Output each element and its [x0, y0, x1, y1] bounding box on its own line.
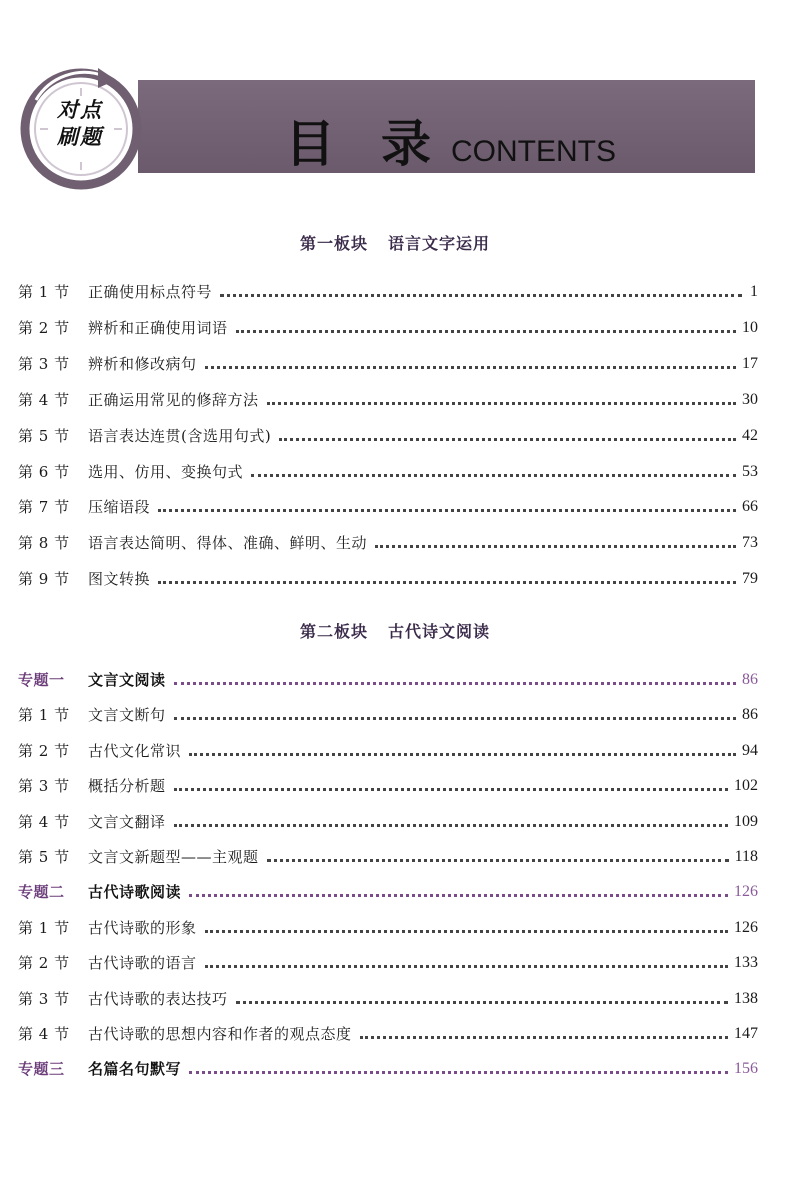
toc-label: 第 9 节 — [18, 570, 70, 589]
toc-label: 第 8 节 — [18, 534, 70, 553]
block2-name: 古代诗文阅读 — [388, 622, 491, 641]
title-en: CONTENTS — [451, 135, 616, 168]
toc-title: 古代诗歌的语言 — [88, 954, 197, 973]
block1-num: 第一板块 — [299, 234, 368, 253]
toc-label: 第 5 节 — [18, 426, 70, 445]
toc-label: 专题三 — [18, 1060, 65, 1079]
toc-page-number: 126 — [734, 883, 758, 901]
leader-dots — [267, 402, 736, 405]
leader-dots — [174, 824, 728, 827]
toc-page-number: 10 — [742, 318, 758, 336]
toc-label: 第 3 节 — [18, 354, 70, 373]
toc-label: 专题一 — [18, 671, 65, 689]
toc-row[interactable] — [18, 458, 758, 482]
leader-dots — [174, 788, 728, 791]
toc-title: 文言文阅读 — [88, 671, 166, 689]
toc-row[interactable] — [18, 1020, 758, 1044]
toc-page-number: 66 — [742, 498, 758, 516]
leader-dots — [267, 859, 729, 862]
toc-title: 名篇名句默写 — [88, 1060, 182, 1079]
leader-dots — [236, 1001, 728, 1004]
toc-title: 古代诗歌阅读 — [88, 883, 182, 902]
toc-row[interactable] — [18, 949, 758, 973]
badge-text — [40, 96, 120, 150]
leader-dots — [174, 717, 736, 720]
toc-title: 古代诗歌的形象 — [88, 918, 197, 937]
toc-label: 第 1 节 — [18, 706, 70, 725]
toc-row[interactable] — [18, 843, 758, 867]
page-title — [285, 104, 616, 173]
leader-dots — [174, 682, 736, 685]
toc-row[interactable] — [18, 493, 758, 517]
toc-row[interactable] — [18, 350, 758, 374]
toc-label: 第 2 节 — [18, 741, 70, 760]
toc-topic-row[interactable] — [18, 666, 758, 690]
toc-row[interactable] — [18, 808, 758, 832]
toc-label: 第 5 节 — [18, 848, 70, 866]
leader-dots — [360, 1036, 728, 1039]
leader-dots — [205, 366, 736, 369]
toc-page-number: 138 — [734, 989, 758, 1007]
block1-name: 语言文字运用 — [388, 234, 491, 253]
toc-title: 古代诗歌的思想内容和作者的观点态度 — [88, 1025, 352, 1043]
toc-page-number: 1 — [750, 283, 758, 300]
toc-row[interactable] — [18, 772, 758, 796]
toc-page-number: 17 — [742, 354, 758, 372]
toc-page-number: 109 — [734, 812, 758, 830]
leader-dots — [251, 474, 736, 477]
toc-label: 第 7 节 — [18, 498, 70, 517]
toc-page-number: 79 — [742, 570, 758, 588]
toc-page-number: 102 — [734, 777, 758, 795]
toc-page-number: 156 — [734, 1060, 758, 1078]
toc-label: 第 2 节 — [18, 954, 70, 973]
leader-dots — [236, 330, 736, 333]
toc-row[interactable] — [18, 422, 758, 446]
leader-dots — [189, 1071, 728, 1074]
toc-row[interactable] — [18, 386, 758, 410]
toc-label: 第 3 节 — [18, 989, 70, 1008]
toc-title: 文言文新题型——主观题 — [88, 848, 259, 866]
toc-page-number: 118 — [734, 848, 758, 865]
toc-page-number: 94 — [742, 741, 758, 759]
toc-row[interactable] — [18, 278, 758, 302]
leader-dots — [205, 930, 728, 933]
leader-dots — [220, 294, 742, 297]
toc-page-number: 133 — [734, 954, 758, 972]
block2-title — [0, 619, 790, 642]
toc-label: 第 1 节 — [18, 283, 70, 301]
toc-title: 文言文断句 — [88, 706, 166, 725]
toc-label: 第 4 节 — [18, 1025, 70, 1043]
toc-title: 正确使用标点符号 — [88, 283, 213, 301]
toc-title: 选用、仿用、变换句式 — [88, 462, 244, 481]
toc-page-number: 30 — [742, 390, 758, 408]
toc-page-number: 86 — [742, 671, 758, 688]
toc-page-number: 42 — [742, 426, 758, 444]
toc-label: 第 4 节 — [18, 390, 70, 409]
toc-title: 辨析和正确使用词语 — [88, 318, 228, 337]
block1-title — [0, 231, 790, 254]
toc-page-number: 73 — [742, 534, 758, 552]
leader-dots — [205, 965, 728, 968]
toc-title: 古代诗歌的表达技巧 — [88, 989, 228, 1008]
toc-label: 第 6 节 — [18, 462, 70, 481]
toc-row[interactable] — [18, 737, 758, 761]
toc-topic-row[interactable] — [18, 1055, 758, 1079]
toc-label: 专题二 — [18, 883, 65, 902]
leader-dots — [158, 581, 736, 584]
toc-row[interactable] — [18, 529, 758, 553]
toc-title: 概括分析题 — [88, 777, 166, 796]
toc-label: 第 1 节 — [18, 918, 70, 937]
toc-page-number: 53 — [742, 462, 758, 480]
toc-title: 语言表达简明、得体、准确、鲜明、生动 — [88, 534, 368, 553]
toc-row[interactable] — [18, 565, 758, 589]
leader-dots — [158, 509, 736, 512]
badge-line-2: 刷题 — [57, 124, 103, 149]
toc-page-number: 86 — [742, 706, 758, 724]
toc-title: 压缩语段 — [88, 498, 151, 517]
toc-row[interactable] — [18, 701, 758, 725]
toc-title: 正确运用常见的修辞方法 — [88, 390, 259, 409]
toc-label: 第 2 节 — [18, 318, 70, 337]
toc-title: 辨析和修改病句 — [88, 354, 197, 373]
leader-dots — [189, 753, 736, 756]
badge-line-1: 对点 — [57, 97, 103, 122]
toc-title: 古代文化常识 — [88, 741, 182, 760]
toc-title: 文言文翻译 — [88, 812, 166, 831]
leader-dots — [279, 438, 736, 441]
leader-dots — [189, 894, 728, 897]
leader-dots — [375, 545, 736, 548]
toc-row[interactable] — [18, 914, 758, 938]
title-cn: 目录 — [285, 115, 477, 173]
toc-row[interactable] — [18, 985, 758, 1009]
toc-title: 图文转换 — [88, 570, 151, 589]
toc-row[interactable] — [18, 314, 758, 338]
toc-topic-row[interactable] — [18, 878, 758, 902]
toc-label: 第 4 节 — [18, 812, 70, 831]
toc-title: 语言表达连贯(含选用句式) — [88, 426, 272, 445]
toc-page-number: 126 — [734, 918, 758, 936]
toc-page-number: 147 — [734, 1025, 758, 1042]
block2-num: 第二板块 — [299, 622, 368, 641]
toc-label: 第 3 节 — [18, 777, 70, 796]
